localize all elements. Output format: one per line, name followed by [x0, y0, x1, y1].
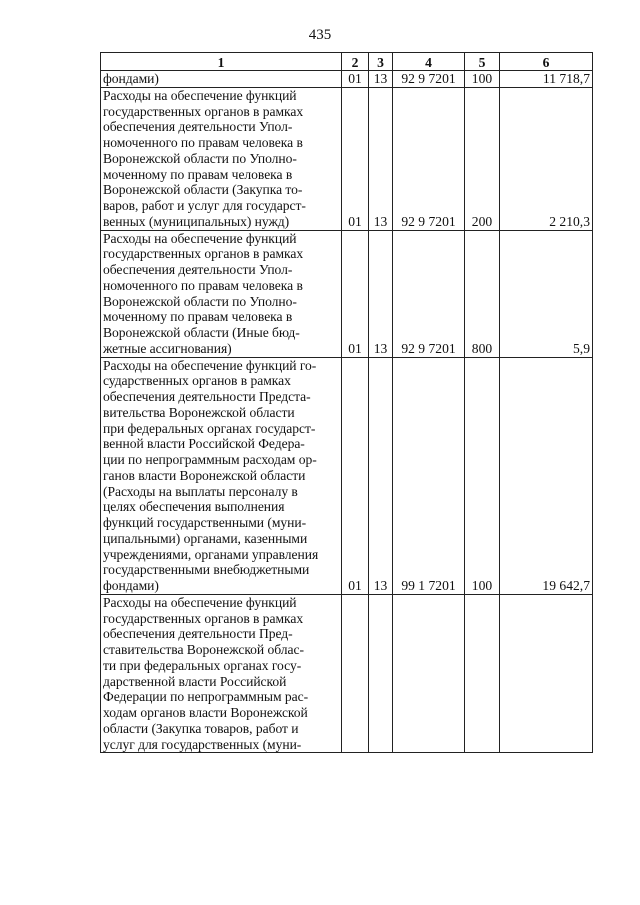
- description-line: ганов власти Воронежской области: [103, 467, 306, 483]
- amount-value: [500, 594, 593, 753]
- table-row: [101, 594, 593, 753]
- expense-type-code: [465, 594, 500, 753]
- description-line: Расходы на обеспечение функций: [103, 594, 297, 610]
- description-line: государственных органов в рамках: [103, 103, 304, 119]
- description-line: ходам органов власти Воронежской: [103, 705, 308, 720]
- expense-description: [101, 71, 342, 88]
- subsection-code: [369, 594, 393, 753]
- expense-type-code: 800: [465, 230, 500, 357]
- description-line: учреждениями, органами управления: [103, 546, 319, 562]
- description-line: моченному по правам человека в: [103, 166, 293, 182]
- description-line: Воронежской области (Иные бюд-: [103, 325, 300, 340]
- section-code: 01: [342, 357, 369, 594]
- expense-description: [101, 357, 342, 594]
- description-line: вительства Воронежской области: [103, 404, 295, 420]
- description-line: обеспечения деятельности Упол-: [103, 262, 293, 277]
- description-line: государственных органов в рамках: [103, 610, 304, 626]
- amount-value: 19 642,7: [500, 357, 593, 594]
- description-line: ставительства Воронежской облас-: [103, 642, 304, 657]
- description-line: Расходы на обеспечение функций: [103, 87, 297, 103]
- description-line: Расходы на обеспечение функций го-: [103, 357, 317, 373]
- amount-value: 11 718,7: [500, 71, 593, 88]
- expense-type-code: 100: [465, 357, 500, 594]
- table-row: [101, 87, 593, 230]
- table-row: [101, 230, 593, 357]
- description-line: дарственной власти Российской: [103, 673, 287, 689]
- section-code: 01: [342, 71, 369, 88]
- description-line: Воронежской области по Уполно-: [103, 150, 297, 166]
- subsection-code: 13: [369, 71, 393, 88]
- description-line: фондами): [103, 578, 159, 593]
- header-col-2: 2: [342, 53, 369, 71]
- table-row: [101, 71, 593, 88]
- budget-table: [100, 52, 593, 753]
- description-line: жетные ассигнования): [103, 340, 232, 356]
- description-line: венных (муниципальных) нужд): [103, 213, 290, 229]
- description-line: функций государственными (муни-: [103, 515, 307, 530]
- section-code: 01: [342, 230, 369, 357]
- description-line: обеспечения деятельности Упол-: [103, 119, 293, 135]
- section-code: 01: [342, 87, 369, 230]
- description-line: номоченного по правам человека в: [103, 135, 303, 150]
- description-line: целях обеспечения выполнения: [103, 499, 285, 515]
- description-line: Федерации по непрограммным рас-: [103, 689, 309, 705]
- header-col-6: 6: [500, 53, 593, 71]
- description-line: услуг для государственных (муни-: [103, 736, 302, 752]
- expense-type-code: 200: [465, 87, 500, 230]
- header-col-1: 1: [101, 53, 342, 71]
- header-col-4: 4: [393, 53, 465, 71]
- description-line: фондами): [103, 71, 159, 86]
- description-line: венной власти Российской Федера-: [103, 436, 305, 452]
- page-number: 435: [308, 27, 332, 43]
- table-row: [101, 357, 593, 594]
- description-line: ции по непрограммным расходам ор-: [103, 452, 317, 467]
- target-article-code: [393, 594, 465, 753]
- expense-description: [101, 594, 342, 753]
- expense-description: [101, 87, 342, 230]
- header-col-5: 5: [465, 53, 500, 71]
- description-line: при федеральных органах государст-: [103, 420, 316, 436]
- description-line: Расходы на обеспечение функций: [103, 230, 297, 246]
- target-article-code: 99 1 7201: [393, 357, 465, 594]
- description-line: варов, работ и услуг для государст-: [103, 198, 306, 213]
- amount-value: 5,9: [500, 230, 593, 357]
- description-line: номоченного по правам человека в: [103, 277, 303, 293]
- expense-type-code: 100: [465, 71, 500, 88]
- subsection-code: 13: [369, 357, 393, 594]
- expense-description: [101, 230, 342, 357]
- description-line: моченному по правам человека в: [103, 309, 293, 325]
- target-article-code: 92 9 7201: [393, 87, 465, 230]
- table-body: [101, 71, 593, 753]
- description-line: государственными внебюджетными: [103, 562, 310, 578]
- description-line: сударственных органов в рамках: [103, 373, 291, 389]
- description-line: государственных органов в рамках: [103, 246, 304, 262]
- subsection-code: 13: [369, 230, 393, 357]
- section-code: [342, 594, 369, 753]
- description-line: обеспечения деятельности Предста-: [103, 389, 311, 404]
- description-line: обеспечения деятельности Пред-: [103, 626, 293, 642]
- description-line: ципальными) органами, казенными: [103, 530, 308, 546]
- amount-value: 2 210,3: [500, 87, 593, 230]
- table-header-row: [101, 53, 593, 71]
- description-line: ти при федеральных органах госу-: [103, 657, 302, 673]
- target-article-code: 92 9 7201: [393, 71, 465, 88]
- description-line: области (Закупка товаров, работ и: [103, 720, 299, 736]
- description-line: Воронежской области (Закупка то-: [103, 182, 303, 198]
- description-line: (Расходы на выплаты персоналу в: [103, 483, 298, 499]
- subsection-code: 13: [369, 87, 393, 230]
- header-col-3: 3: [369, 53, 393, 71]
- target-article-code: 92 9 7201: [393, 230, 465, 357]
- description-line: Воронежской области по Уполно-: [103, 293, 297, 309]
